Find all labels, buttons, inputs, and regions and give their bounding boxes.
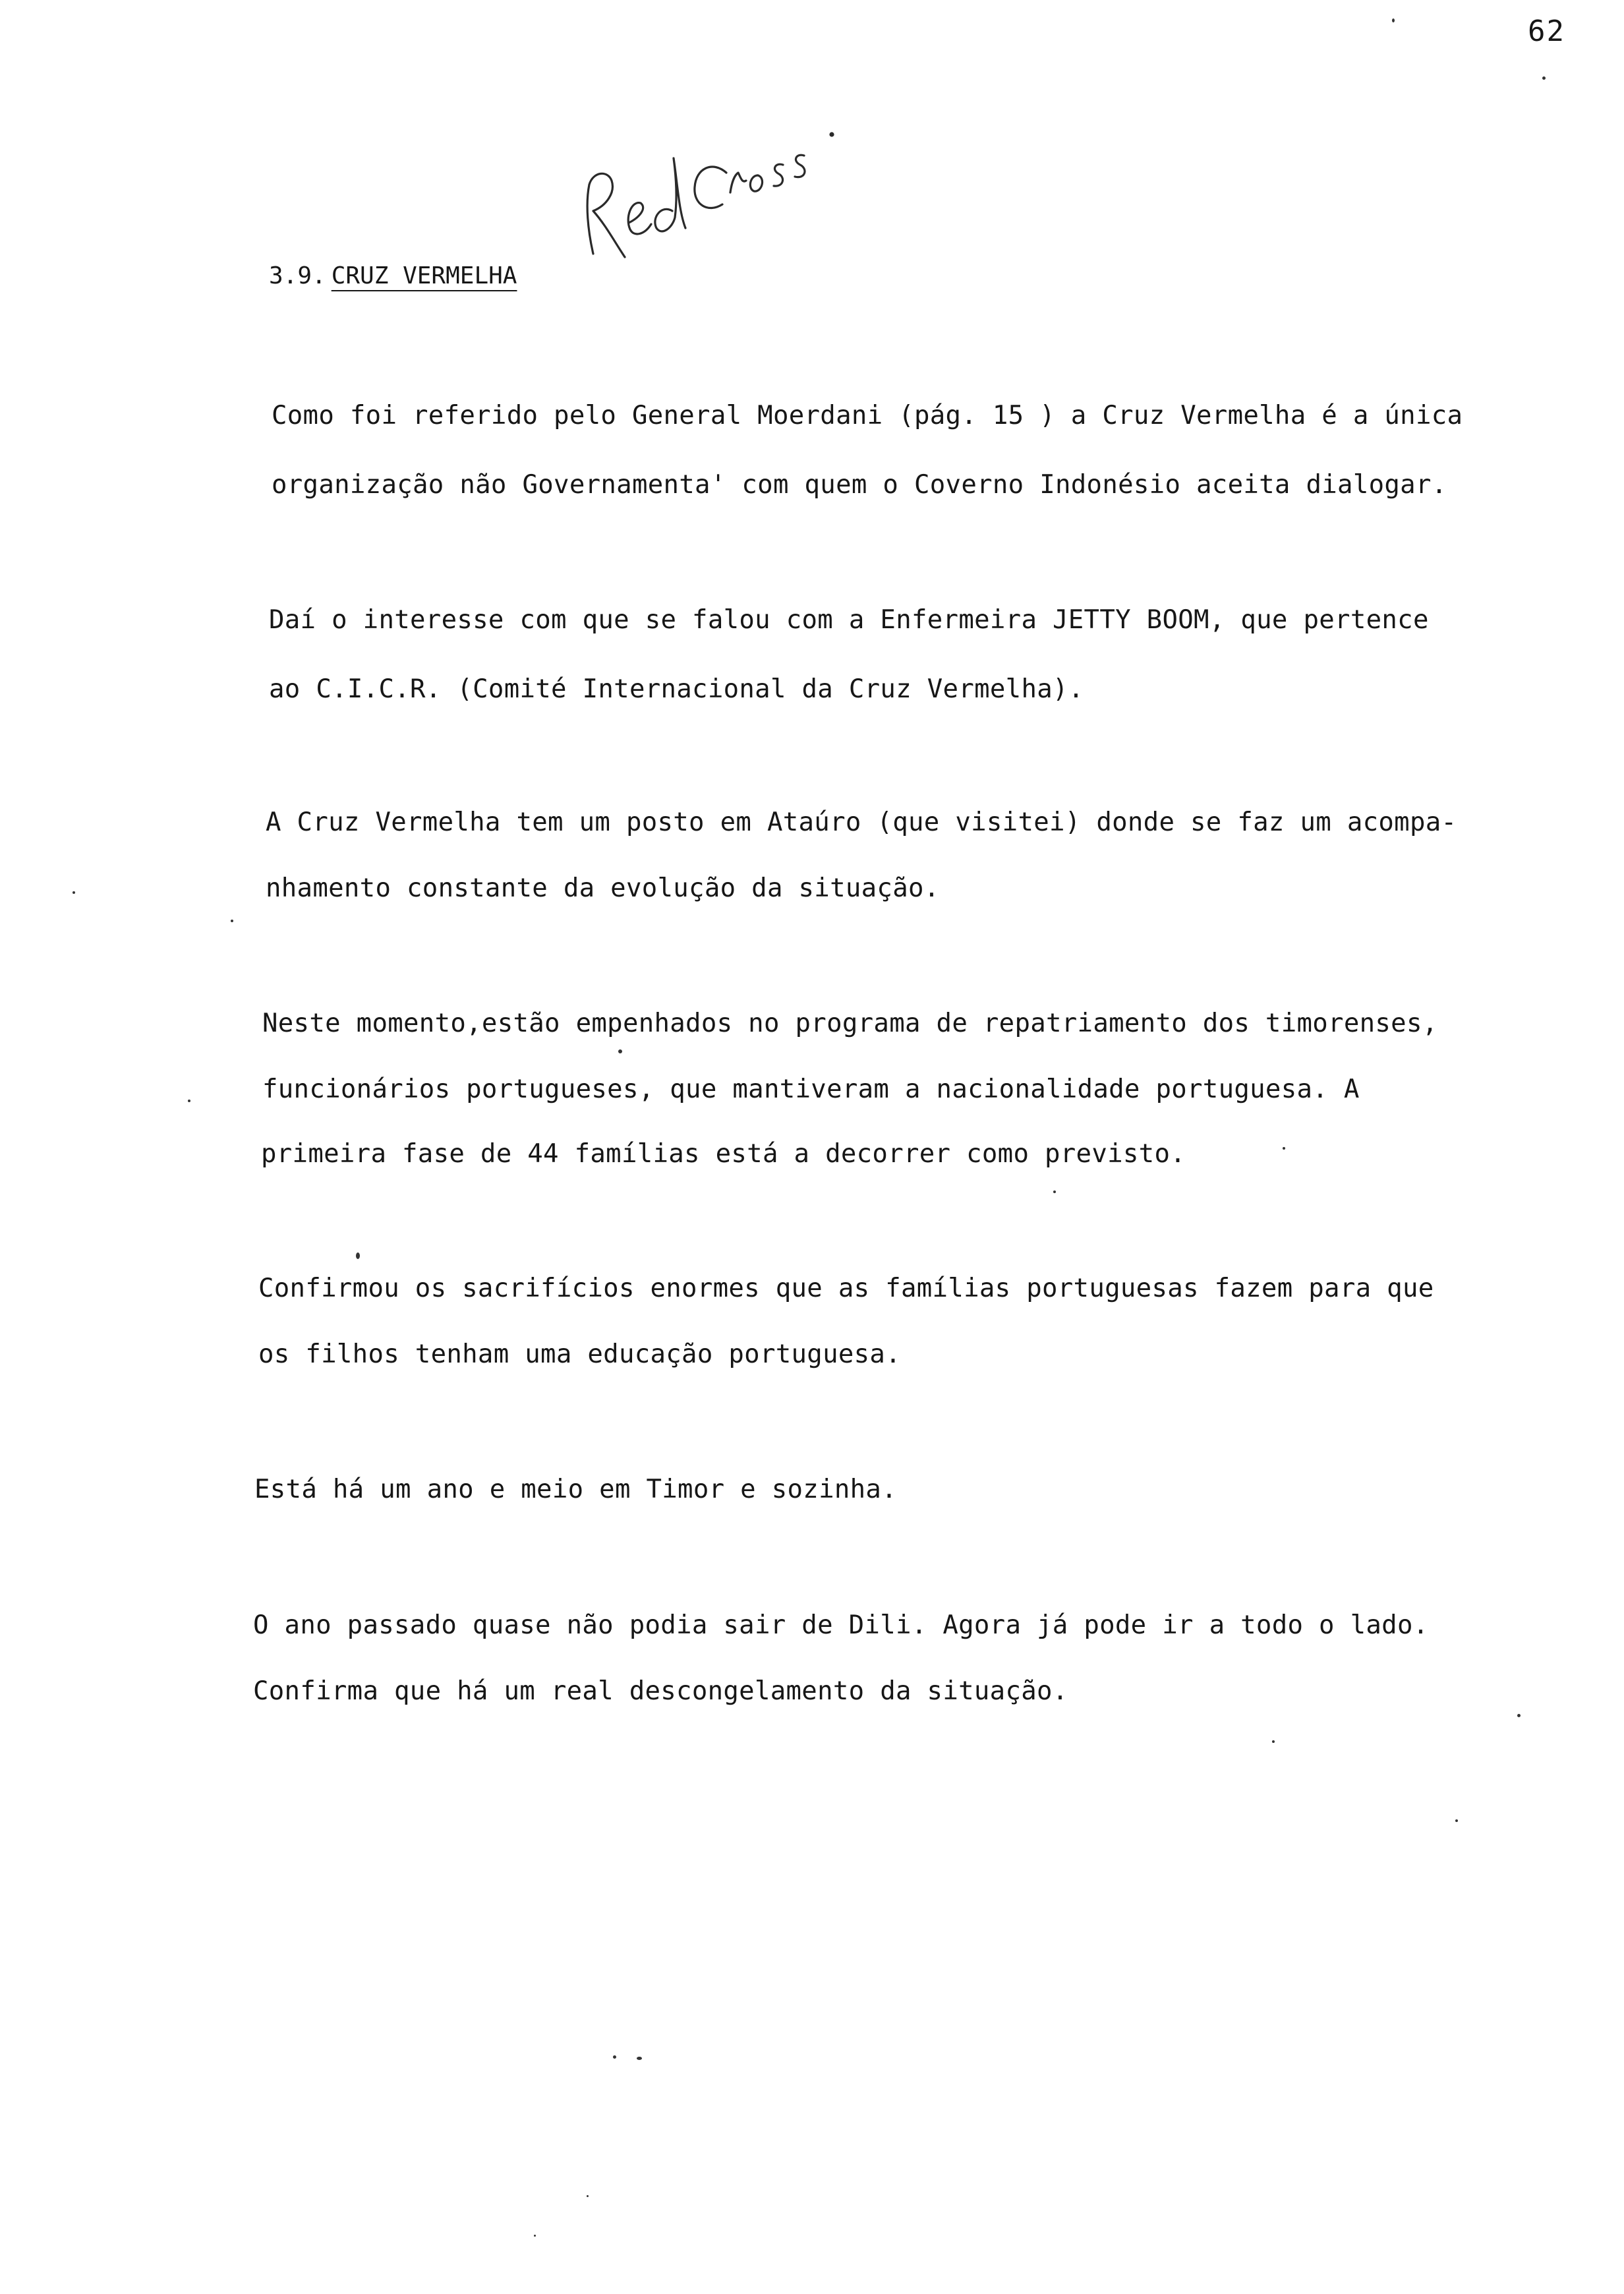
paragraph-7-line-2: Confirma que há um real descongelamento da situação. [253,1676,1068,1706]
scan-speck [1283,1147,1285,1150]
scan-speck [72,891,75,894]
scan-speck [356,1252,360,1259]
paragraph-5-line-2: os filhos tenham uma educação portuguesa. [258,1339,901,1369]
section-title: CRUZ VERMELHA [331,262,517,289]
scan-speck [1272,1740,1275,1743]
paragraph-6-line-1: Está há um ano e meio em Timor e sozinha. [254,1475,897,1504]
paragraph-7-line-1: O ano passado quase não podia sair de Dili. Agora já pode ir a todo o lado. [253,1610,1429,1640]
paragraph-3-line-2: nhamento constante da evolução da situação. [266,873,940,903]
paragraph-3-line-1: A Cruz Vermelha tem um posto em Ataúro (que visitei) donde se faz um acompa- [266,808,1457,837]
section-number: 3.9. [269,262,326,289]
paragraph-4-line-1: Neste momento,estão empenhados no programa de repatriamento dos timorenses, [262,1009,1438,1038]
paragraph-4-line-2: funcionários portugueses, que mantiveram a nacionalidade portuguesa. A [262,1074,1360,1104]
paragraph-1-line-1: Como foi referido pelo General Moerdani (pág. 15 ) a Cruz Vermelha é a única [272,401,1463,430]
section-heading [269,262,517,289]
scan-speck [618,1049,622,1053]
scan-speck [1053,1191,1056,1193]
scan-speck [637,2057,642,2060]
scan-speck [1517,1714,1521,1717]
scan-speck [188,1100,190,1102]
scan-speck [1392,18,1395,22]
handwritten-annotation [573,112,850,277]
paragraph-1-line-2: organização não Governamenta' com quem o Coverno Indonésio aceita dialogar. [272,470,1447,500]
paragraph-2-line-2: ao C.I.C.R. (Comité Internacional da Cruz Vermelha). [269,674,1084,704]
scan-speck [587,2195,589,2197]
scan-speck [1455,1819,1458,1822]
scan-speck [613,2055,616,2059]
scan-speck [534,2235,536,2237]
scan-speck [231,920,233,922]
scan-speck [1542,76,1546,80]
paragraph-4-line-3: primeira fase de 44 famílias está a decorrer como previsto. [261,1139,1186,1169]
page-number: 62 [1528,15,1565,48]
paragraph-2-line-1: Daí o interesse com que se falou com a Enfermeira JETTY BOOM, que pertence [269,605,1429,635]
paragraph-5-line-1: Confirmou os sacrifícios enormes que as famílias portuguesas fazem para que [258,1274,1434,1303]
